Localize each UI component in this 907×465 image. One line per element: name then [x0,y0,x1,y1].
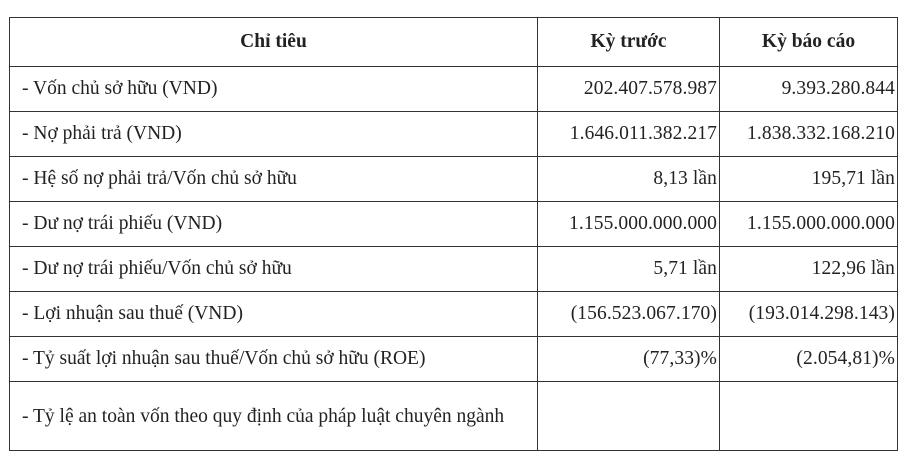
current-value: 122,96 lần [720,247,898,292]
row-label: - Nợ phải trả (VND) [10,112,538,157]
current-value: 195,71 lần [720,157,898,202]
header-reporting-period: Kỳ báo cáo [720,18,898,67]
row-label: - Hệ số nợ phải trả/Vốn chủ sở hữu [10,157,538,202]
prior-value: (156.523.067.170) [538,292,720,337]
table-header-row [10,18,898,67]
row-label: - Tỷ suất lợi nhuận sau thuế/Vốn chủ sở hữu (ROE) [10,337,538,382]
table-row [10,67,898,112]
prior-value: 1.155.000.000.000 [538,202,720,247]
prior-value: (77,33)% [538,337,720,382]
current-value [720,382,898,451]
prior-value: 8,13 lần [538,157,720,202]
current-value: (193.014.298.143) [720,292,898,337]
financial-indicators-sheet [9,17,897,451]
financial-indicators-table [9,17,898,451]
header-indicator: Chỉ tiêu [10,18,538,67]
prior-value: 5,71 lần [538,247,720,292]
prior-value: 1.646.011.382.217 [538,112,720,157]
table-row [10,157,898,202]
table-row [10,247,898,292]
header-prior-period: Kỳ trước [538,18,720,67]
row-label: - Dư nợ trái phiếu/Vốn chủ sở hữu [10,247,538,292]
row-label: - Dư nợ trái phiếu (VND) [10,202,538,247]
row-label: - Tỷ lệ an toàn vốn theo quy định của pháp luật chuyên ngành [10,382,538,451]
current-value: 1.155.000.000.000 [720,202,898,247]
table-row [10,202,898,247]
current-value: (2.054,81)% [720,337,898,382]
table-row [10,337,898,382]
table-row [10,382,898,451]
prior-value: 202.407.578.987 [538,67,720,112]
current-value: 9.393.280.844 [720,67,898,112]
current-value: 1.838.332.168.210 [720,112,898,157]
table-row [10,292,898,337]
prior-value [538,382,720,451]
row-label: - Lợi nhuận sau thuế (VND) [10,292,538,337]
row-label: - Vốn chủ sở hữu (VND) [10,67,538,112]
table-row [10,112,898,157]
